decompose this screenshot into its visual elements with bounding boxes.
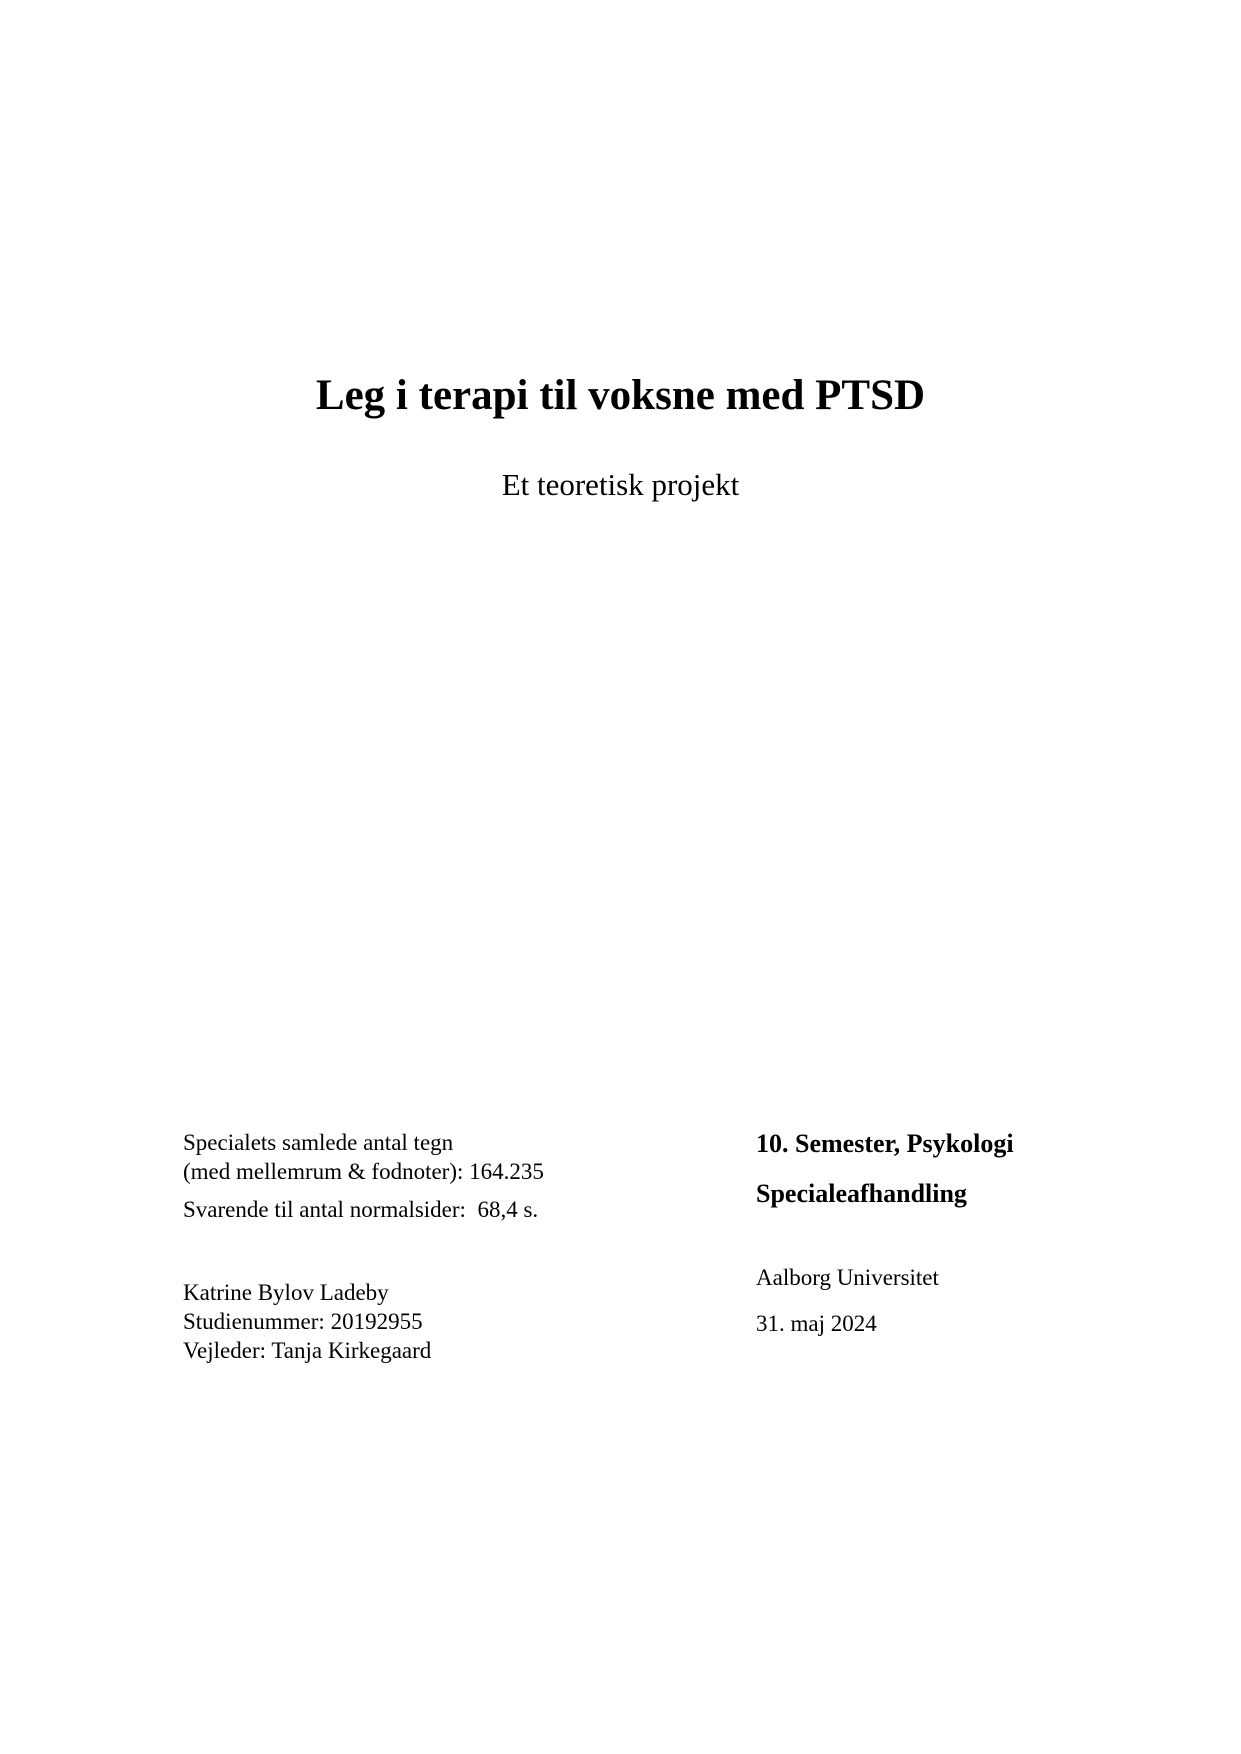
normal-pages-count: Svarende til antal normalsider: 68,4 s. (183, 1197, 539, 1222)
spacer (756, 1211, 1196, 1263)
spacer (756, 1161, 1196, 1177)
spacer (756, 1292, 1196, 1309)
university-name: Aalborg Universitet (756, 1265, 939, 1290)
char-count-label: Specialets samlede antal tegn (183, 1130, 454, 1155)
submission-date: 31. maj 2024 (756, 1311, 877, 1336)
student-number: Studienummer: 20192955 (183, 1309, 423, 1334)
spacer (183, 1224, 703, 1278)
supervisor-name: Vejleder: Tanja Kirkegaard (183, 1338, 432, 1363)
thesis-type-label: Specialeafhandling (756, 1179, 967, 1208)
char-count-value: (med mellemrum & fodnoter): 164.235 (183, 1159, 544, 1184)
institution-block (756, 1127, 1196, 1338)
thesis-stats-and-author-block (183, 1128, 703, 1365)
document-title: Leg i terapi til voksne med PTSD (315, 372, 926, 419)
document-subtitle: Et teoretisk projekt (501, 467, 740, 502)
author-name: Katrine Bylov Ladeby (183, 1280, 389, 1305)
semester-label: 10. Semester, Psykologi (756, 1129, 1014, 1158)
spacer (183, 1186, 703, 1195)
